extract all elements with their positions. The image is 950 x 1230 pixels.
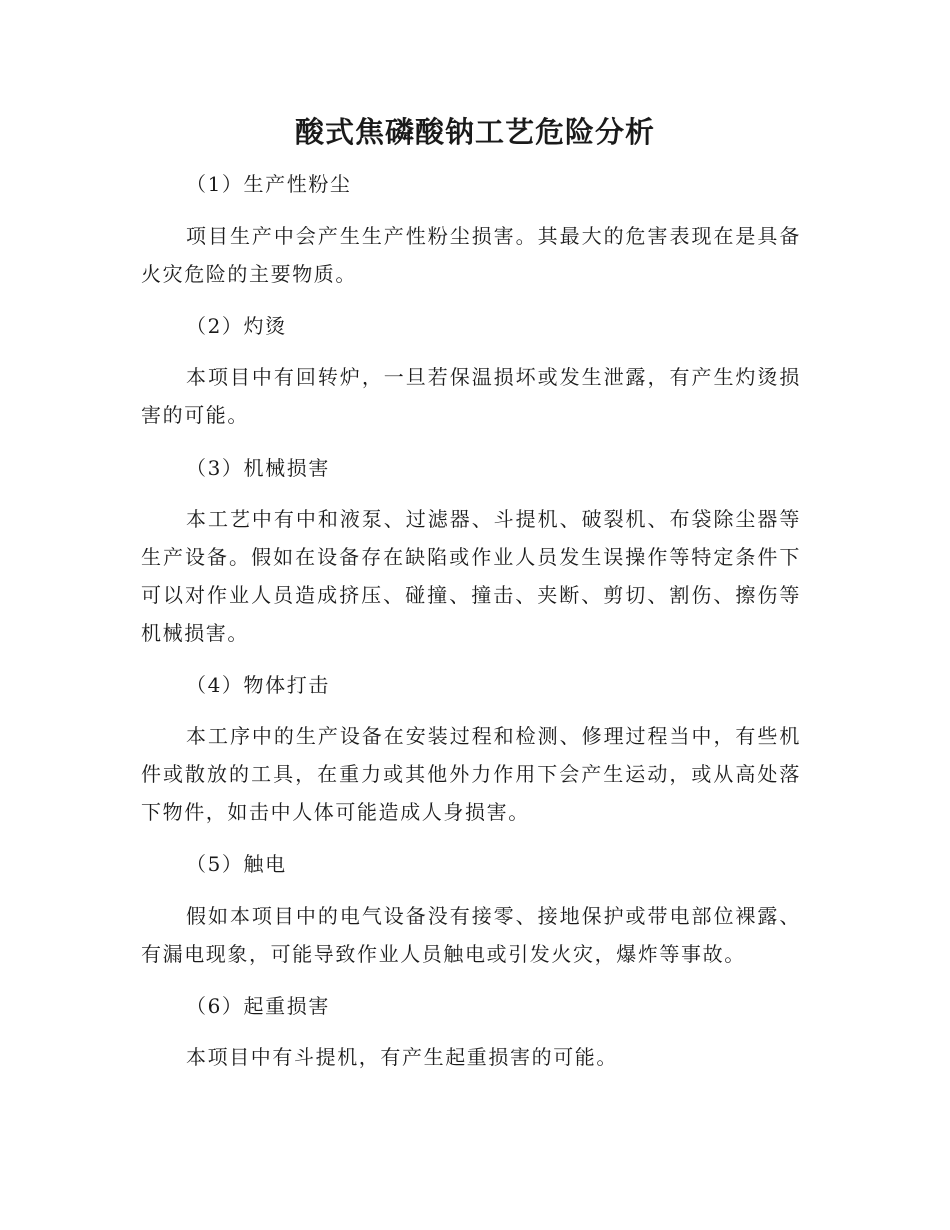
section-heading-4: （4）物体打击 [186,673,330,697]
section-body-4: 本工序中的生产设备在安装过程和检测、修理过程当中，有些机件或散放的工具，在重力或其他外力作用下会产生运动，或从高处落下物件，如击中人体可能造成人身损害。 [141,724,801,824]
section-heading-3: （3）机械损害 [186,456,330,480]
section-body-5: 假如本项目中的电气设备没有接零、接地保护或带电部位裸露、有漏电现象，可能导致作业人员触电或引发火灾，爆炸等事故。 [141,904,801,966]
section-heading-5: （5）触电 [186,852,287,876]
section-heading-2: （2）灼烫 [186,314,287,338]
section-heading-6: （6）起重损害 [186,994,330,1018]
section-body-3: 本工艺中有中和液泵、过滤器、斗提机、破裂机、布袋除尘器等生产设备。假如在设备存在缺陷或作业人员发生误操作等特定条件下可以对作业人员造成挤压、碰撞、撞击、夹断、剪切、割伤、擦伤等机械损害。 [141,507,801,645]
section-heading-1: （1）生产性粉尘 [186,172,352,196]
document-title: 酸式焦磷酸钠工艺危险分析 [294,115,655,149]
section-body-6: 本项目中有斗提机，有产生起重损害的可能。 [186,1045,618,1069]
section-body-2: 本项目中有回转炉，一旦若保温损坏或发生泄露，有产生灼烫损害的可能。 [141,365,801,427]
section-body-1: 项目生产中会产生生产性粉尘损害。其最大的危害表现在是具备火灾危险的主要物质。 [141,224,801,286]
